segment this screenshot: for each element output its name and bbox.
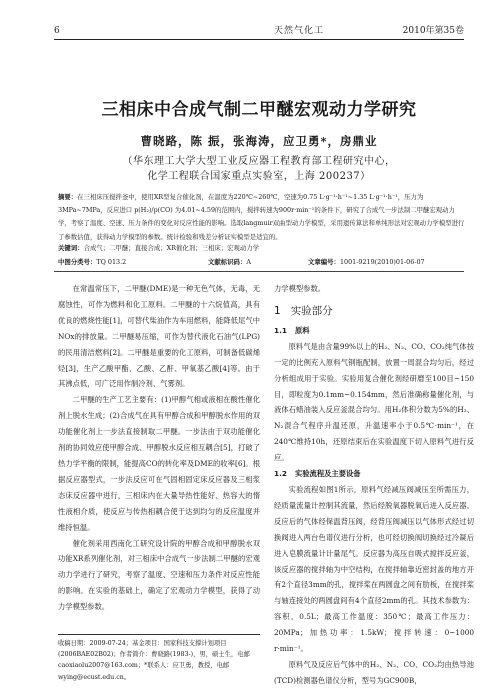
footnote: 收稿日期：2009-07-24；基金项目：国家科技支撑计划项目(2006BAE02B02)；作者简介：曹晓路(1983-)，男，硕士生，电邮caoxiaolu2007@163.com；*联系人：应卫勇，教授，电邮wying@ecust.edu.cn。 — [58, 640, 250, 681]
section-title: 实验部分 — [290, 304, 333, 317]
page-number: 6 — [54, 26, 60, 36]
intro-paragraph-1: 在常温常压下，二甲醚(DME)是一种无色气体，无毒，无腐蚀性，可作为燃料和化工原料。二甲醚的十六烷值高，具有优良的燃烧性能[1]，可替代柴油作为车用燃料，能降低尾气中NOx的排放量。二甲醚易压缩，可作为替代液化石油气(LPG)的民用清洁燃料[2]。二甲醚是重要的化工原料，可制备低碳烯烃[3]，生产乙酸甲酯、乙酸、乙酐、甲氧基乙酸[4]等。由于其沸点低，可广泛用作制冷剂、气雾剂。 — [58, 284, 260, 389]
affiliation-line-2: 化学工程联合国家重点实验室，上海 200237） — [147, 171, 371, 182]
clc-label: 中图分类号： — [58, 258, 97, 266]
keywords-label: 关键词： — [58, 244, 84, 252]
author-list: 曹晓路，陈 振，张海涛，应卫勇*，房鼎业 — [140, 134, 378, 148]
document-code — [208, 256, 251, 268]
subsection-title: 原料 — [294, 325, 310, 335]
subsection-number: 1.1 — [274, 325, 287, 335]
abstract — [58, 191, 465, 244]
intro-paragraph-2: 二甲醚的生产工艺主要有：(1)甲醇气相或液相在酸性催化剂上脱水生成；(2)合成气在具有甲醇合成和甲醇脱水作用的双功能催化剂上一步法直接制取二甲醚。一步法由于双功能催化剂的协同效应使甲醇合成、甲醇脱水反应相互耦合[5]，打破了热力学平衡的限制，能提高CO的转化率及DME的收率[6]。根据反应器型式，一步法反应可在气固相固定床反应器及三相浆态床反应器中进行，三相床内在大量导热性能好、热容大的惰性液相介质，使反应与传热相耦合使于达到均匀的反应温度并维持恒温。 — [58, 395, 260, 532]
header-rule — [54, 39, 464, 40]
article-number — [308, 256, 425, 268]
left-column — [58, 281, 260, 615]
clc-value: TQ 013.2 — [96, 258, 127, 266]
article-label: 文章编号： — [308, 258, 340, 266]
abstract-text: 在三相床压搅拌釜中，使用XR型复合催化剂，在温度为220℃~260℃，空速为0.75 L·g⁻¹·h⁻¹~1.35 L·g⁻¹·h⁻¹，压力为3MPa~7MPa，反应进口 p(H₂)/p(CO) 为4.01~4.59的范围内，搅拌转速为900r·min⁻¹的条件下，研究了合成气一步法制二甲醚宏观动力学，考察了温度、空速、压力条件的变化对反应性能的影响。选取langmuir双曲型动力学模型，采用遗传算法和单纯形法对宏观动力学模型进行了参数估值，获得动力学模型的参数。统计检验和残差分析证实模型是适宜的。 — [58, 193, 465, 241]
keywords-text: 合成气；二甲醚；直接合成；XR催化剂；三相床；宏观动力学 — [83, 244, 260, 252]
subsection-number: 1.2 — [274, 469, 287, 479]
intro-paragraph-3: 催化剂采用西南化工研究设计院的甲醇合成和甲醇脱水双功能XR系列催化剂，对三相床中合成气一步法制二甲醚的宏观动力学进行了研究，考察了温度、空速和压力条件对反应性能的影响。在实验的基础上，确定了宏观动力学模型，获得了动力学模型参数。 — [58, 538, 260, 612]
paper-title: 三相床中合成气制二甲醚宏观动力学研究 — [101, 100, 417, 120]
article-value: 1001-9219(2010)01-06-07 — [339, 258, 425, 266]
classification-line — [58, 256, 465, 268]
keywords — [58, 242, 465, 254]
continued-text: 力学模型参数。 — [274, 284, 326, 293]
clc-number — [58, 256, 126, 268]
flow-paragraph-1: 实验流程如图1所示，原料气经减压阀减压至所需压力，经质量流量计控制其流量，然后经脱氧器脱氧后进入反应器。反应后的气体经保温背压阀，经背压阀减压以气体形式经过切换阀进入两台色谱仪进行分析，也可经切换阀切换经过冷凝后进入皂膜流量计计量尾气。反应器为高压自吸式搅拌反应釜，该反应器的搅拌轴为中空结构，在搅拌轴靠近密封盖的地方开有2个直径3mm的孔，搅拌桨在两圆盘之间有肋板，在搅拌桨与轴连接处的两圆盘间有4个直径2mm的孔。其技术参数为：容积，0.5L；最高工作温度：350℃；最高工作压力：20MPa；加热功率：1.5kW；搅拌转速：0~1000 r·min⁻¹。 — [274, 484, 474, 654]
section-1-heading — [274, 302, 474, 320]
footnote-rule — [58, 634, 260, 635]
journal-name: 天然气化工 — [273, 26, 324, 36]
doc-value: A — [246, 258, 251, 266]
subsection-1-1-heading — [274, 323, 474, 339]
flow-paragraph-2: 原料气及反应后气体中的H₂、N₂、CO、CO₂均由热导池(TCD)检测器色谱仪分析，型号为GC900B， — [274, 659, 474, 685]
section-number: 1 — [274, 304, 281, 317]
doc-label: 文献标识码： — [208, 258, 247, 266]
right-column — [274, 281, 474, 689]
subsection-1-2-heading — [274, 466, 474, 482]
materials-paragraph: 原料气是由含量99%以上的H₂、N₂、CO、CO₂纯气体按一定的比例充入原料气钢瓶配制，放置一周混合均匀后，经过分析组成用于实验。实验用复合催化剂经研磨至100目~150目，即粒度为0.1mm~0.154mm，然后准确称量催化剂，与液体石蜡油装入反应釜混合均匀。用H₂体积分数为5%的H₂、N₂混合气程序升温还原，升温速率小于0.5℃·min⁻¹，在240℃维持10h，还原结束后在实验温度下切入原料气进行反应。 — [274, 341, 474, 463]
journal-issue: 2010年第35卷 — [402, 26, 464, 36]
subsection-title: 实验流程及主要设备 — [294, 469, 361, 479]
abstract-rule — [54, 271, 464, 272]
affiliation-line-1: （华东理工大学大型工业反应器工程教育部工程研究中心， — [122, 156, 396, 167]
abstract-label: 摘要： — [58, 193, 78, 201]
running-header — [54, 24, 464, 38]
